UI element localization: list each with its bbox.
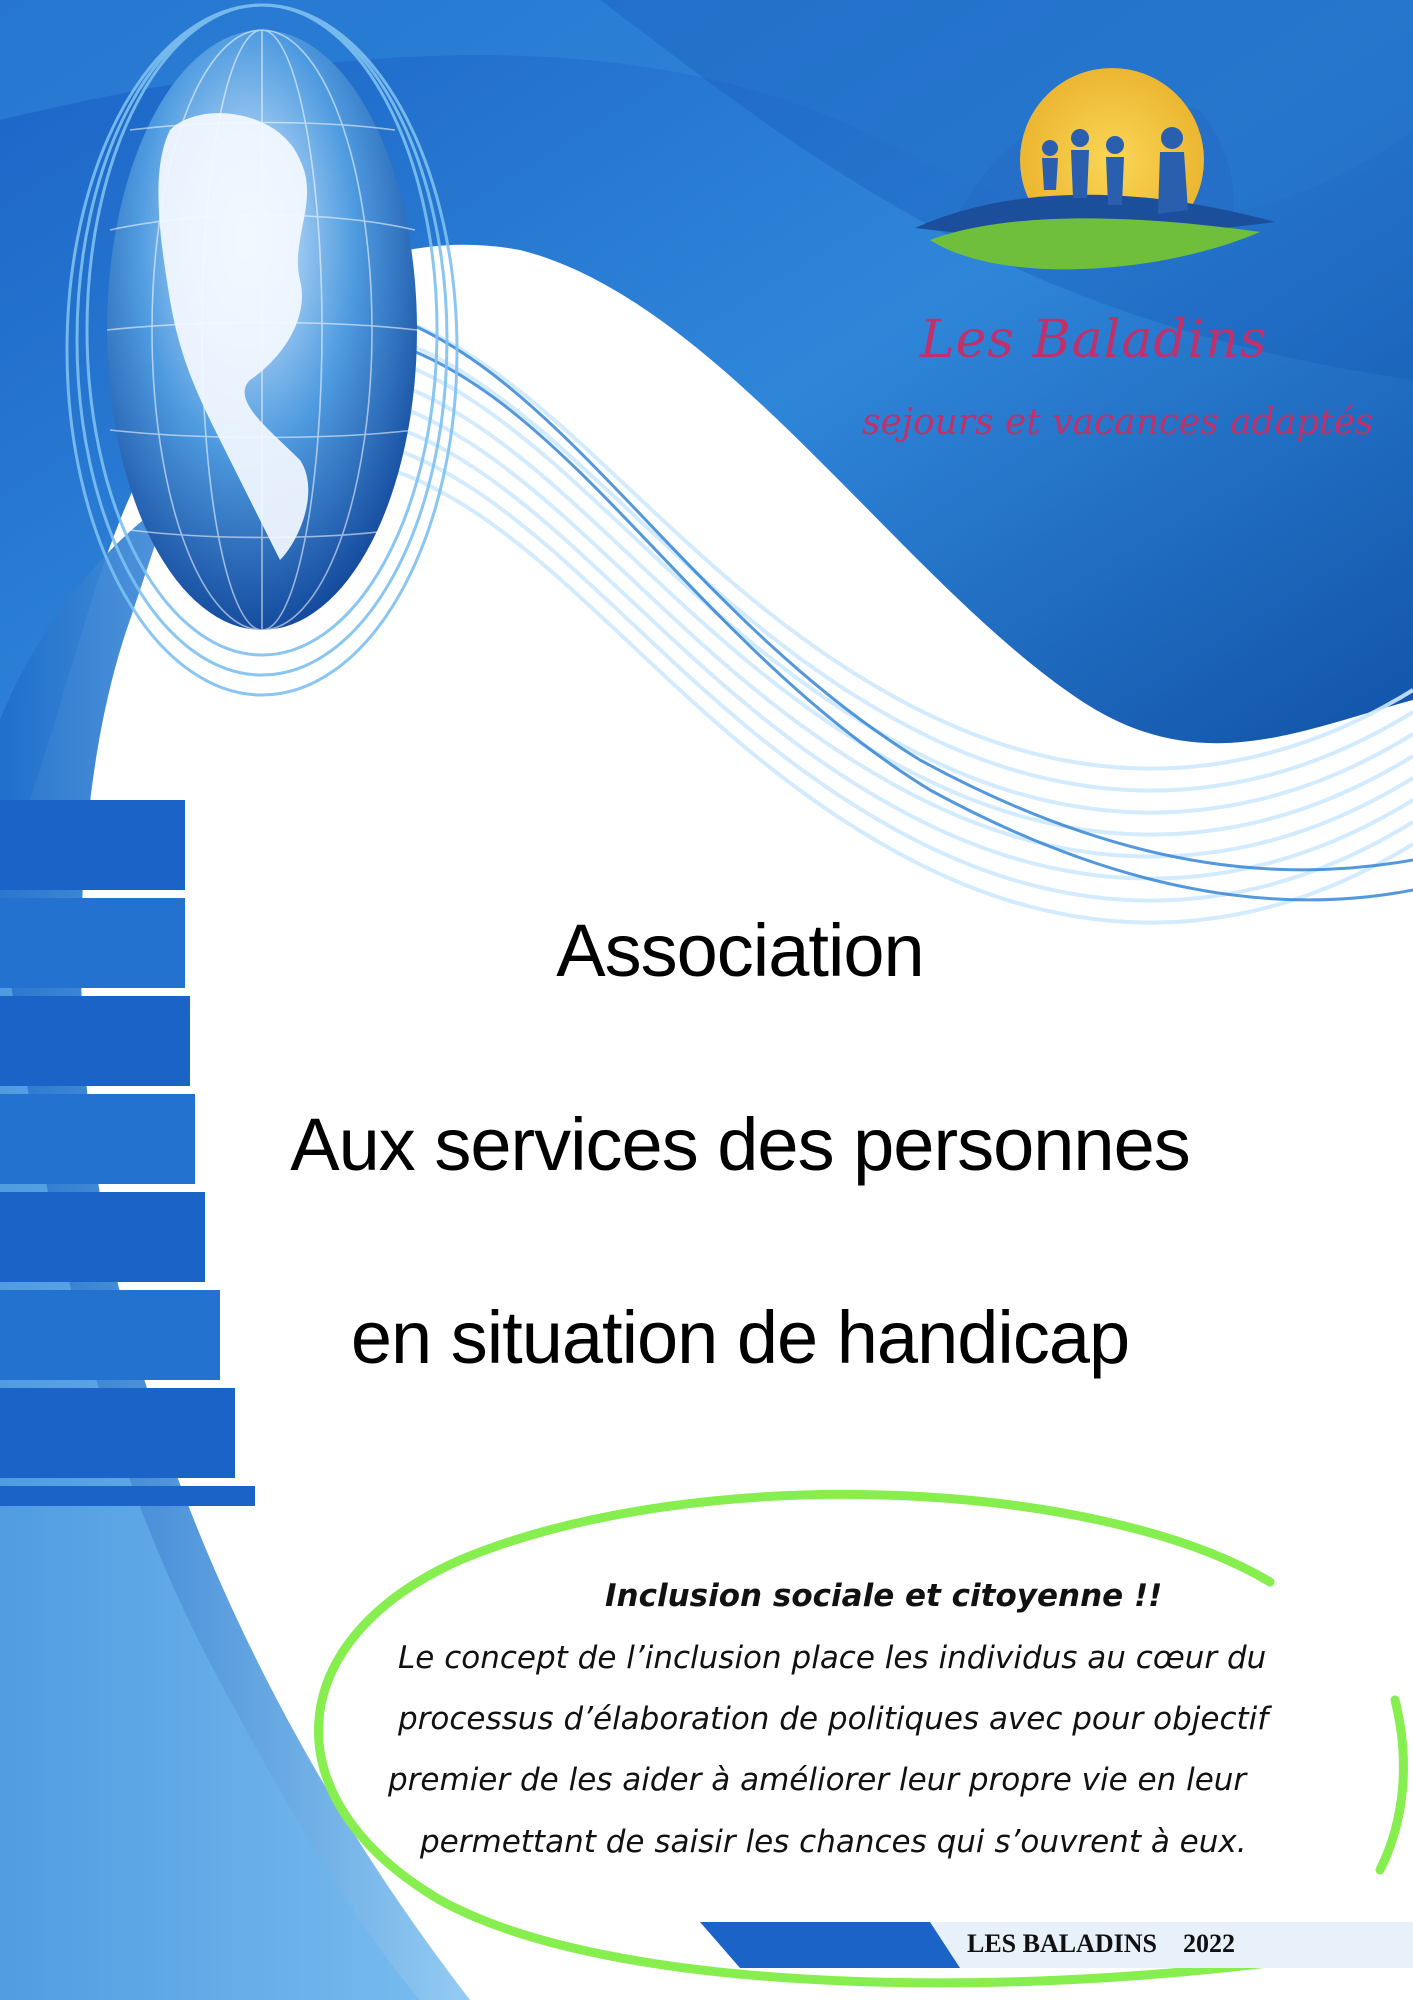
inclusion-heading: Inclusion sociale et citoyenne !! (605, 1578, 1163, 1614)
logo-tagline: sejours et vacances adaptés (862, 402, 1374, 443)
footer-label: LES BALADINS 2022 (967, 1929, 1236, 1958)
logo-title: Les Baladins (920, 310, 1268, 370)
heading-handicap: en situation de handicap (350, 1296, 1130, 1379)
inclusion-paragraph-line: processus d’élaboration de politiques avec pour objectif (398, 1701, 1269, 1737)
heading-services: Aux services des personnes (290, 1103, 1190, 1186)
inclusion-paragraph-line: permettant de saisir les chances qui s’ouvrent à eux. (420, 1824, 1247, 1860)
inclusion-paragraph-line: premier de les aider à améliorer leur propre vie en leur (388, 1762, 1247, 1798)
heading-association: Association (556, 909, 924, 992)
inclusion-paragraph-line: Le concept de l’inclusion place les individus au cœur du (398, 1640, 1267, 1676)
